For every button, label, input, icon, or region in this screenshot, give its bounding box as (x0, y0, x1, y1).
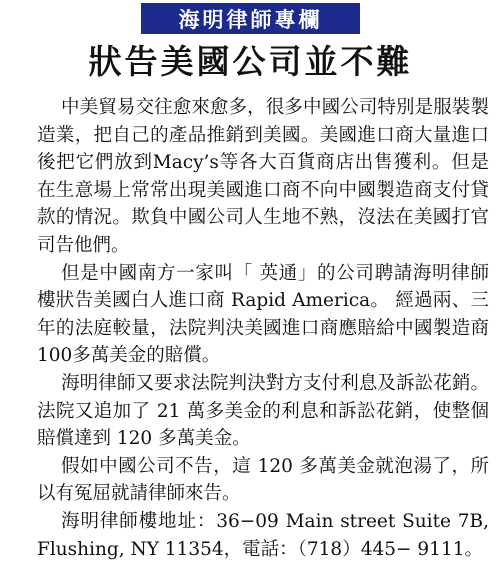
article-paragraph: 中美貿易交往愈來愈多，很多中國公司特別是服裝製造業，把自己的產品推銷到美國。美國進口商大量進口後把它們放到Macy’s等各大百貨商店出售獲利。但是在生意場上常常出現美國進口商不向中國製造商支付貸款的情況。欺負中國公司人生地不熟，沒法在美國打官司告他們。 (37, 97, 489, 256)
article-paragraph: 但是中國南方一家叫「 英通」的公司聘請海明律師樓狀告美國白人進口商 Rapid America。 經過兩、三年的法庭較量，法院判決美國進口商應賠給中國製造商100多萬美金的賠償。 (37, 262, 489, 367)
article-headline: 狀告美國公司並不難 (88, 42, 413, 81)
article-paragraph: 假如中國公司不告，這 120 多萬美金就泡湯了，所以有冤屈就請律師來告。 (37, 455, 489, 505)
column-title: 海明律師專欄 (141, 3, 360, 34)
article-body (37, 94, 489, 571)
contact-paragraph: 海明律師樓地址：36−09 Main street Suite 7B, Flushing, NY 11354，電話：（718）445− 9111。 (37, 510, 489, 560)
article-paragraph: 海明律師又要求法院判決對方支付利息及訴訟花銷。法院又追加了 21 萬多美金的利息和訴訟花銷，使整個賠償達到 120 多萬美金。 (37, 372, 489, 450)
